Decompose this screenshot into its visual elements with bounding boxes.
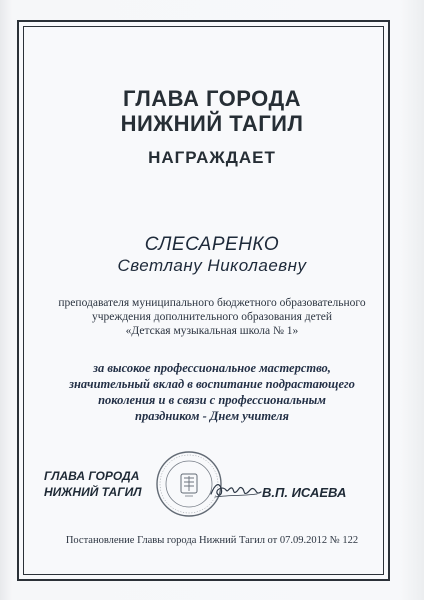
recipient-position bbox=[40, 296, 384, 338]
decree-reference: Постановление Главы города Нижний Тагил от 07.09.2012 № 122 bbox=[65, 535, 359, 546]
reason-line: праздником - Днем учителя bbox=[135, 409, 289, 423]
reason-line: поколения и в связи с профессиональным bbox=[98, 393, 326, 407]
signer-title-line2: НИЖНИЙ ТАГИЛ bbox=[44, 485, 142, 499]
position-line: «Детская музыкальная школа № 1» bbox=[125, 325, 299, 337]
issuer-title-line2: НИЖНИЙ ТАГИЛ bbox=[120, 111, 304, 136]
position-line: учреждения дополнительного образования детей bbox=[91, 311, 332, 323]
signatory-name: В.П. ИСАЕВА bbox=[262, 485, 347, 500]
reason-line: значительный вклад в воспитание подрастающего bbox=[69, 377, 355, 391]
signer-title-line1: ГЛАВА ГОРОДА bbox=[44, 469, 140, 483]
recipient-given-name: Светлану Николаевну bbox=[117, 256, 307, 275]
award-reason bbox=[40, 360, 384, 424]
award-heading: НАГРАЖДАЕТ bbox=[148, 148, 276, 167]
issuer-title-line1: ГЛАВА ГОРОДА bbox=[122, 86, 302, 111]
reason-line: за высокое профессиональное мастерство, bbox=[93, 361, 331, 375]
handwritten-signature bbox=[209, 478, 263, 502]
recipient-surname: СЛЕСАРЕНКО bbox=[144, 234, 280, 255]
position-line: преподавателя муниципального бюджетного образовательного bbox=[58, 297, 366, 309]
